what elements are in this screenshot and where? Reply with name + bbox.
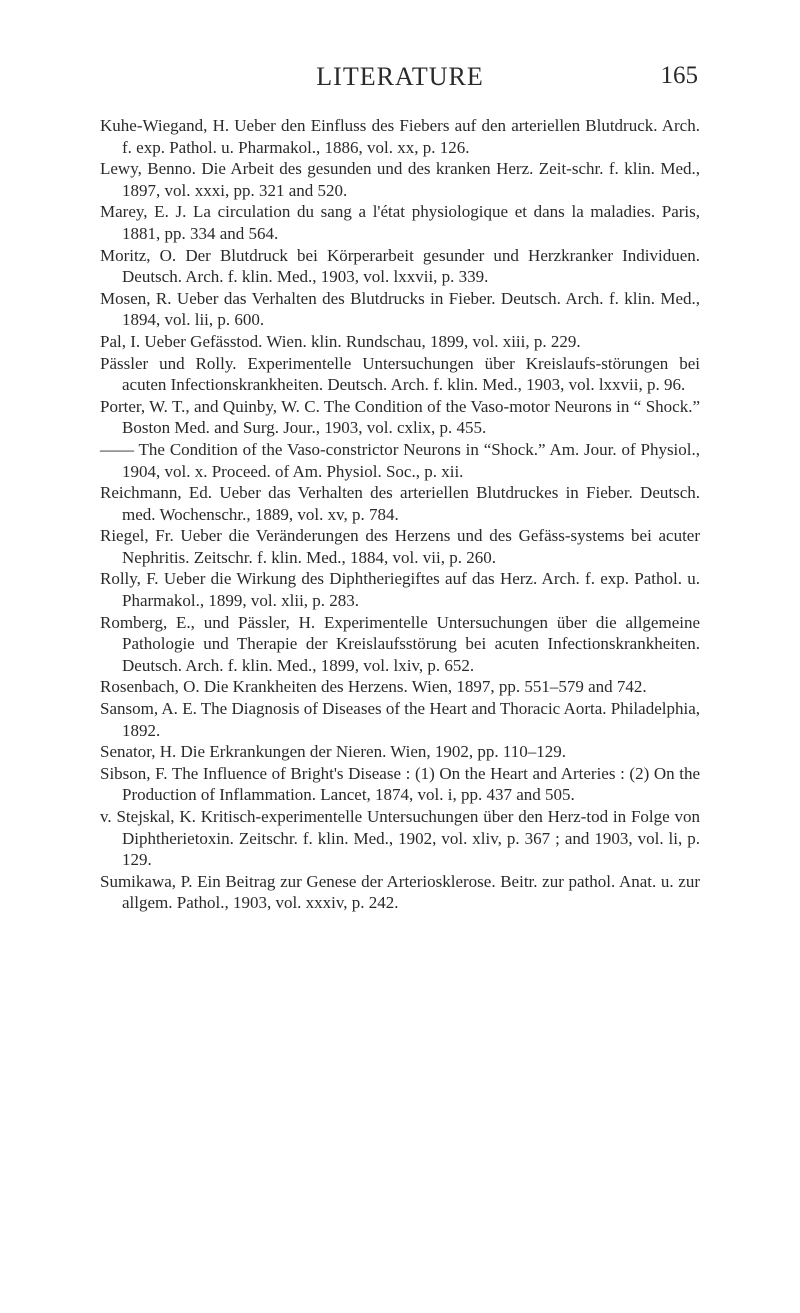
reference-author: Sumikawa, P. bbox=[100, 871, 193, 891]
reference-entry bbox=[100, 763, 700, 806]
reference-author: Porter, W. T., and Quinby, W. C. bbox=[100, 396, 320, 416]
reference-author: Marey, E. J. bbox=[100, 202, 187, 222]
reference-text: The Influence of Bright's Disease : (1) On the Heart and Arteries : (2) On the Production of Inflammation. Lancet, 1874, vol. i, pp. 437 and 505. bbox=[122, 763, 700, 805]
reference-entry bbox=[100, 806, 700, 871]
reference-entry bbox=[100, 201, 700, 244]
reference-author: Pässler und Rolly. bbox=[100, 353, 237, 373]
reference-author: Moritz, O. bbox=[100, 245, 177, 265]
page-number: 165 bbox=[660, 62, 698, 89]
reference-entry bbox=[100, 525, 700, 568]
reference-text: The Condition of the Vaso-motor Neurons in “ Shock.” Boston Med. and Surg. Jour., 1903, vol. cxlix, p. 455. bbox=[122, 396, 700, 438]
reference-entry bbox=[100, 439, 700, 482]
reference-entry bbox=[100, 115, 700, 158]
page-header bbox=[0, 62, 800, 102]
reference-entry bbox=[100, 612, 700, 677]
reference-text: Ueber den Einfluss des Fiebers auf den arteriellen Blutdruck. Arch. f. exp. Pathol. u. Pharmakol., 1886, vol. xx, p. 126. bbox=[122, 116, 700, 157]
reference-author: Kuhe-Wiegand, H. bbox=[100, 116, 230, 135]
reference-entry bbox=[100, 568, 700, 611]
reference-entry bbox=[100, 676, 700, 698]
reference-text: Ein Beitrag zur Genese der Arteriosklerose. Beitr. zur pathol. Anat. u. zur allgem. Pathol., 1903, vol. xxxiv, p. 242. bbox=[122, 871, 701, 913]
reference-text: Ueber das Verhalten des arteriellen Blutdruckes in Fieber. Deutsch. med. Wochenschr., 1889, vol. xv, p. 784. bbox=[122, 483, 701, 524]
reference-entry bbox=[100, 871, 700, 914]
page-title: LITERATURE bbox=[316, 62, 484, 91]
reference-author: Romberg, E., und Pässler, H. bbox=[100, 612, 316, 632]
reference-author: Rosenbach, O. bbox=[100, 677, 200, 697]
reference-author: Lewy, Benno. bbox=[100, 159, 196, 179]
reference-entry bbox=[100, 245, 700, 288]
reference-author: Riegel, Fr. bbox=[100, 526, 174, 546]
reference-author: v. Stejskal, K. bbox=[100, 807, 196, 826]
reference-author: Rolly, F. bbox=[100, 569, 159, 589]
reference-author: —— bbox=[100, 439, 134, 459]
reference-text: The Diagnosis of Diseases of the Heart and Thoracic Aorta. Philadelphia, 1892. bbox=[122, 699, 700, 740]
reference-text: Die Erkrankungen der Nieren. Wien, 1902, pp. 110–129. bbox=[180, 742, 567, 762]
reference-entry bbox=[100, 158, 700, 201]
reference-text: Die Krankheiten des Herzens. Wien, 1897, pp. 551–579 and 742. bbox=[203, 677, 647, 697]
reference-entry bbox=[100, 698, 700, 741]
reference-text: Experimentelle Untersuchungen über Kreislaufs-störungen bei acuten Infectionskrankheiten. Deutsch. Arch. f. klin. Med., 1903, vol. lxxvii, p. 96. bbox=[122, 353, 701, 395]
reference-author: Sansom, A. E. bbox=[100, 699, 197, 719]
reference-text: Ueber die Veränderungen des Herzens und des Gefäss-systems bei acuter Nephritis. Zeitschr. f. klin. Med., 1884, vol. vii, p. 260. bbox=[122, 526, 700, 567]
reference-text: Der Blutdruck bei Körperarbeit gesunder und Herzkranker Individuen. Deutsch. Arch. f. klin. Med., 1903, vol. lxxvii, p. 339. bbox=[122, 245, 701, 287]
reference-author: Sibson, F. bbox=[100, 763, 168, 783]
reference-text: Ueber Gefässtod. Wien. klin. Rundschau, 1899, vol. xiii, p. 229. bbox=[144, 331, 581, 351]
reference-entry bbox=[100, 331, 700, 353]
reference-entry bbox=[100, 482, 700, 525]
reference-entry bbox=[100, 353, 700, 396]
reference-author: Mosen, R. bbox=[100, 288, 172, 308]
reference-text: Kritisch-experimentelle Untersuchungen über den Herz-tod in Folge von Diphtherietoxin. Zeitschr. f. klin. Med., 1902, vol. xliv, p. 367 ; and 1903, vol. li, p. 129. bbox=[122, 807, 700, 870]
reference-author: Pal, I. bbox=[100, 331, 141, 351]
reference-text: Ueber die Wirkung des Diphtheriegiftes auf das Herz. Arch. f. exp. Pathol. u. Pharmakol., 1899, vol. xlii, p. 283. bbox=[122, 569, 701, 611]
reference-text: The Condition of the Vaso-constrictor Neurons in “Shock.” Am. Jour. of Physiol., 1904, vol. x. Proceed. of Am. Physiol. Soc., p. xii. bbox=[122, 439, 701, 481]
reference-author: Reichmann, Ed. bbox=[100, 483, 213, 503]
reference-text: Ueber das Verhalten des Blutdrucks in Fieber. Deutsch. Arch. f. klin. Med., 1894, vol. lii, p. 600. bbox=[122, 288, 701, 330]
reference-text: Experimentelle Untersuchungen über die allgemeine Pathologie und Therapie der Kreislaufsstörung bei acuten Infectionskrankheiten. Deutsch. Arch. f. klin. Med., 1899, vol. lxiv, p. 652. bbox=[122, 612, 701, 675]
reference-entry bbox=[100, 741, 700, 763]
reference-text: La circulation du sang a l'état physiologique et dans la maladies. Paris, 1881, pp. 334 and 564. bbox=[122, 202, 700, 243]
reference-author: Senator, H. bbox=[100, 742, 177, 762]
reference-entry bbox=[100, 288, 700, 331]
reference-text: Die Arbeit des gesunden und des kranken Herz. Zeit-schr. f. klin. Med., 1897, vol. xxxi, pp. 321 and 520. bbox=[122, 159, 700, 200]
reference-entry bbox=[100, 396, 700, 439]
reference-list bbox=[100, 115, 700, 914]
